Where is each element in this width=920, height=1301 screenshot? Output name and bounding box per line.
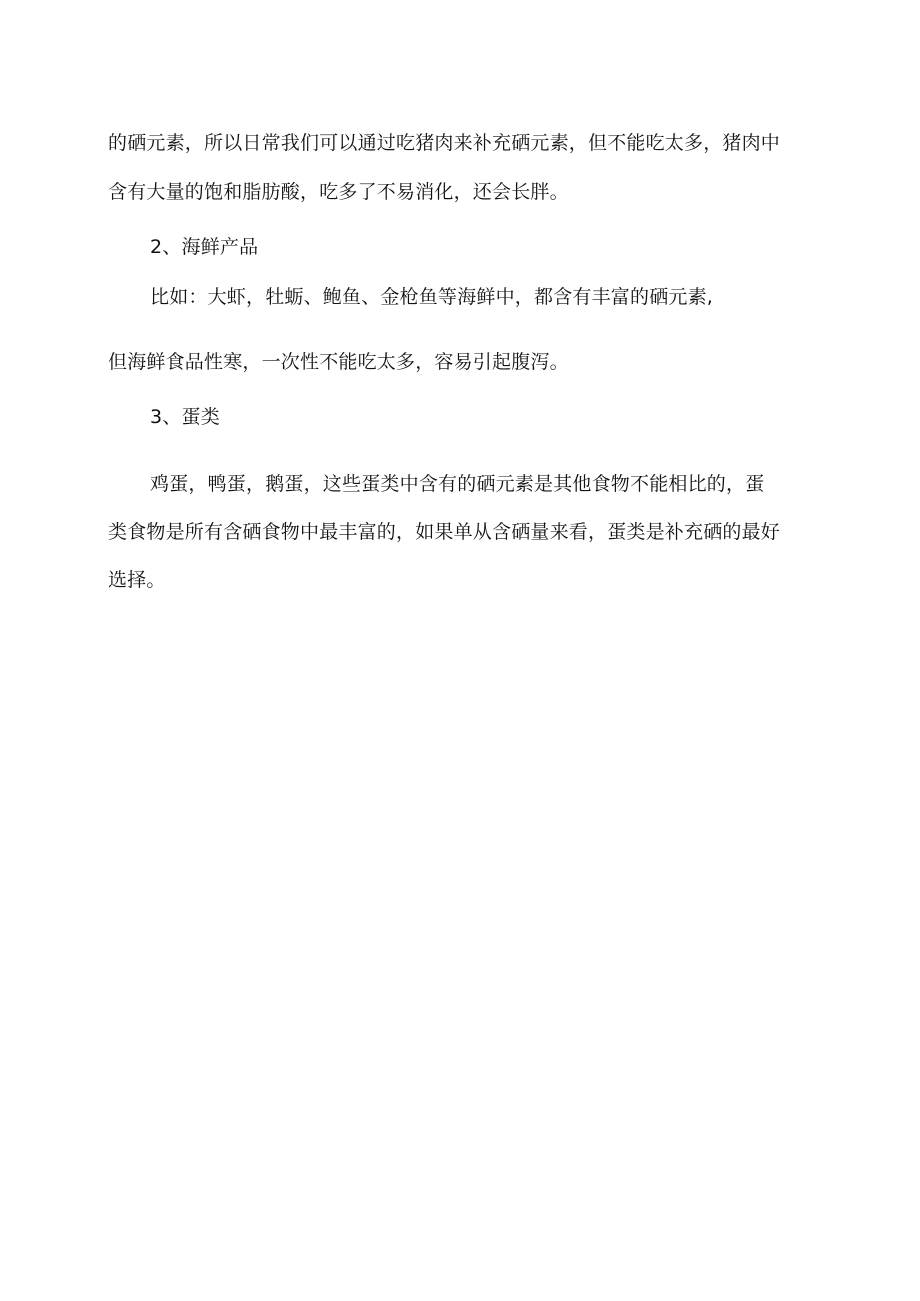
paragraph-seafood-line-1: 比如：大虾，牡蛎、鲍鱼、金枪鱼等海鲜中，都含有丰富的硒元素,: [150, 286, 714, 308]
paragraph-eggs-line-1: 鸡蛋，鸭蛋，鹅蛋，这些蛋类中含有的硒元素是其他食物不能相比的，蛋: [150, 473, 765, 495]
paragraph-eggs-line-3: 选择。: [108, 569, 166, 591]
paragraph-pork-line-1: 的硒元素，所以日常我们可以通过吃猪肉来补充硒元素，但不能吃太多，猪肉中: [108, 132, 781, 154]
paragraph-pork-line-2: 含有大量的饱和脂肪酸，吃多了不易消化，还会长胖。: [108, 181, 569, 203]
paragraph-seafood-line-2: 但海鲜食品性寒，一次性不能吃太多，容易引起腹泻。: [108, 351, 569, 373]
paragraph-eggs-line-2: 类食物是所有含硒食物中最丰富的，如果单从含硒量来看，蛋类是补充硒的最好: [108, 521, 781, 543]
heading-seafood: 2、海鲜产品: [150, 236, 259, 258]
heading-eggs: 3、蛋类: [150, 406, 220, 428]
